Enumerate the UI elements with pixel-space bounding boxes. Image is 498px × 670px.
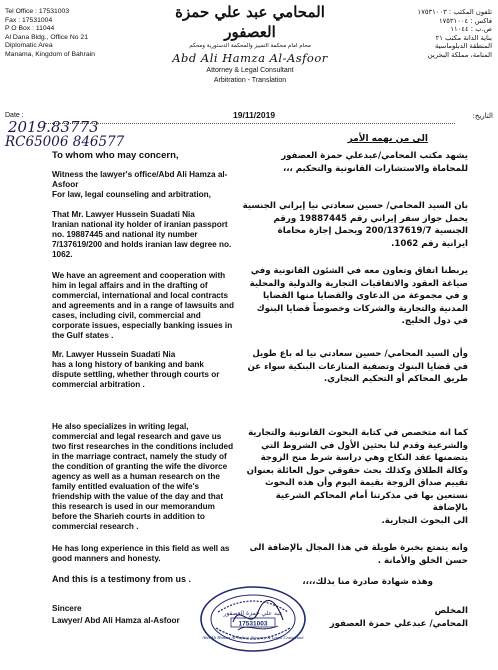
text-line: in the marriage contract, namely the study of xyxy=(52,452,227,461)
text-line: Asfoor xyxy=(52,180,79,189)
contact-line: Tel Office : 17531003 xyxy=(5,8,70,15)
text-line: We have an agreement and cooperation with xyxy=(52,271,226,280)
text-line: He has long experience in this field as well as xyxy=(52,544,230,553)
seal-top-script: عبد علي حمزة العصفور xyxy=(223,610,283,617)
text-line: نستعين بها في مذكرتنا أمام المحاكم الشرعية بالإضافة xyxy=(275,490,468,513)
contact-block-en xyxy=(5,8,155,60)
header-subtitle-ar: محام امام محكمة التمييز والمحكمة الدستورية ومحكم xyxy=(189,43,311,49)
contact-line: Diplomatic Area xyxy=(5,42,53,50)
text-line: وانه يتمتع بخبرة طويلة في هذا المجال بالإضافة الى xyxy=(249,543,468,553)
header-name-en: Abd Ali Hamza Al-Asfoor xyxy=(172,51,328,65)
text-line: Iranian national ity holder of iranian passport xyxy=(52,220,228,229)
seal-ring-text: Abd Ali Hamza Al-Asfoor Attorney & Legal Consultant xyxy=(202,635,304,640)
text-line: وكالة الطلاق وكذلك بحث حقوقي حول العائلة بعنوان xyxy=(246,465,468,476)
text-line: تقييم صداق الزوجة بقيمة اليوم وأن هذه البحوث xyxy=(264,478,468,488)
signature-scribble xyxy=(228,592,288,642)
text-line: Mr. Lawyer Hussein Suadati Nia xyxy=(52,350,176,359)
paragraph-en-5 xyxy=(52,422,262,532)
text-line: كما انه متخصص في كتابة البحوث القانونية والتجارية xyxy=(248,428,468,438)
contact-line: بناية الدانة مكتب ٢١ xyxy=(435,33,492,42)
header-subtitle-en: Arbitration - Translation xyxy=(213,77,287,84)
text-line: صياغة العقود والاتفاقيات التجارية والدولية والمحلية xyxy=(249,278,468,289)
text-line: و في مجموعة من الدعاوى والقضايا منها القضايا xyxy=(263,291,468,301)
text-line: two first researches in the conditions included xyxy=(52,442,234,451)
paragraph-ar-7: وهذه شهادة صادرة منا بذلك،،،، xyxy=(302,577,433,587)
text-line: friendship with the value of the day and that xyxy=(52,492,224,501)
header-logo-center xyxy=(165,2,335,85)
text-line: وأن السيد المحامي/ حسين سعادتي نيا له باع طويل xyxy=(252,349,468,359)
paragraph-ar-4 xyxy=(240,348,468,386)
header-title-ar: المحامي عبد علي حمزة العصفور xyxy=(175,3,325,41)
text-line: For law, legal counseling and arbitration, xyxy=(52,190,211,199)
text-line: corporate issues, especially banking issues in xyxy=(52,321,233,330)
date-label-ar: :التاريخ xyxy=(472,112,493,120)
text-line: المحامي/ عبدعلي حمزة العصفور xyxy=(329,618,468,629)
contact-line: المنامة، مملكة البحرين xyxy=(427,50,492,59)
text-line: الى البحوث التجارية. xyxy=(381,515,468,526)
seal-center-number: 17531003 xyxy=(238,620,268,628)
greeting-ar: الى من يهمه الأمر xyxy=(347,134,428,144)
text-line: المخلص xyxy=(434,606,468,616)
text-line: في قضايا البنوك وتصفية المنازعات البنكية سواء عن xyxy=(247,361,468,372)
text-line: good manners and honesty. xyxy=(52,554,161,563)
greeting-en: To whom who may concern, xyxy=(52,150,179,161)
text-line: dispute settling, whether through courts or xyxy=(52,370,220,379)
contact-line: ص.ب : ١١٠٤٤ xyxy=(450,25,492,34)
text-line: commercial research . xyxy=(52,522,139,531)
office-seal xyxy=(198,584,308,654)
text-line: Lawyer/ Abd Ali Hamza al-Asfoor xyxy=(52,616,180,625)
text-line: and agreements and in a range of lawsuits and xyxy=(52,301,234,310)
contact-line: Al Dana Bldg., Office No 21 xyxy=(5,33,88,41)
paragraph-ar-3 xyxy=(240,265,468,328)
paragraph-ar-2 xyxy=(240,200,468,250)
contact-line: P O Box : 11044 xyxy=(5,25,55,33)
text-line: في دول الخليج. xyxy=(401,316,468,326)
text-line: cases, including civil, commercial and xyxy=(52,311,201,320)
paragraph-en-6 xyxy=(52,544,267,564)
text-line: commercial and legal research and gave us xyxy=(52,432,222,441)
text-line: this research is used in our memorandum xyxy=(52,502,215,511)
text-line: has a long history of banking and bank xyxy=(52,360,204,369)
text-line: him in legal affairs and in the drafting of xyxy=(52,281,208,290)
text-line: طريق المحاكم أو التحكيم التجاري. xyxy=(323,374,468,384)
paragraph-en-2 xyxy=(52,210,262,260)
contact-block-ar xyxy=(342,8,492,60)
contact-line: المنطقة الدبلوماسية xyxy=(434,42,492,51)
text-line: الجنسية 200/137619/7 ويحمل إجازة محاماة xyxy=(277,226,468,236)
text-line: 7/137619/200 and holds iranian law degree no. xyxy=(52,240,232,249)
contact-line: فاكس : ١٧٥٣١٠٠٤ xyxy=(438,16,492,25)
text-line: agency as well as a human research on the xyxy=(52,472,220,481)
paragraph-en-3 xyxy=(52,271,262,341)
text-line: ايرانية رقم 1062. xyxy=(391,238,468,249)
text-line: يحمل جواز سفر إيراني رقم 19887445 ورقم xyxy=(273,213,468,224)
paragraph-ar-1 xyxy=(248,150,468,175)
text-line: Witness the lawyer's office/Abd Ali Hamza al- xyxy=(52,170,228,179)
signature-ar xyxy=(298,605,468,630)
text-line: commercial arbitration . xyxy=(52,380,145,389)
text-line: family entitled evaluation of the wife's xyxy=(52,482,200,491)
contact-line: تلفون المكتب : ١٧٥٣١٠٠٣ xyxy=(417,8,492,16)
paragraph-en-4 xyxy=(52,350,262,390)
paragraph-ar-5 xyxy=(240,427,468,527)
date-underline xyxy=(45,123,455,124)
date-label-en: Date : xyxy=(5,112,24,119)
text-line: حسن الخلق والأمانة . xyxy=(377,555,468,566)
text-line: 1062. xyxy=(52,250,73,259)
text-line: Sincere xyxy=(52,604,82,613)
text-line: before the Sharieh courts in addition to xyxy=(52,512,205,521)
text-line: بان السيد المحامي/ حسين سعادتي نيا إيراني الجنسية xyxy=(242,201,468,211)
text-line: يتضمنها عقد النكاح وهي دراسة شرط منح الزوجة xyxy=(260,453,468,463)
header-title-en: Attorney & Legal Consultant xyxy=(206,67,294,74)
text-line: the Gulf states . xyxy=(52,331,114,340)
text-line: the condition of granting the wife the divorce xyxy=(52,462,228,471)
contact-line: Manama, Kingdom of Bahrain xyxy=(5,50,95,58)
handwritten-reference-2: RC65006 846577 xyxy=(5,134,125,150)
paragraph-en-1 xyxy=(52,170,252,200)
text-line: commercial, international and local contracts xyxy=(52,291,229,300)
text-line: no. 19887445 and national ity number xyxy=(52,230,198,239)
contact-line: Fax : 17531004 xyxy=(5,16,53,24)
handwritten-reference-1: 2019.83773 xyxy=(8,118,99,136)
text-line: المدنية والتجارية والشركات وخصوصاً قضايا البنوك xyxy=(256,303,468,314)
text-line: He also specializes in writing legal, xyxy=(52,422,189,431)
date-value: 19/11/2019 xyxy=(233,110,276,120)
text-line: يربطنا اتفاق وتعاون معه في الشئون القانونية وفي xyxy=(250,266,468,276)
text-line: That Mr. Lawyer Hussein Suadati Nia xyxy=(52,210,195,219)
text-line: والشرعية وقدم لنا بحثين الأول في الشروط التي xyxy=(261,440,468,451)
paragraph-en-7: And this is a testimony from us . xyxy=(52,574,192,584)
text-line: للمحاماة والاستشارات القانونية والتحكيم ،،، xyxy=(282,163,468,174)
paragraph-ar-6 xyxy=(240,542,468,567)
text-line: يشهد مكتب المحامي/عبدعلي حمزة العصفور xyxy=(281,151,468,161)
